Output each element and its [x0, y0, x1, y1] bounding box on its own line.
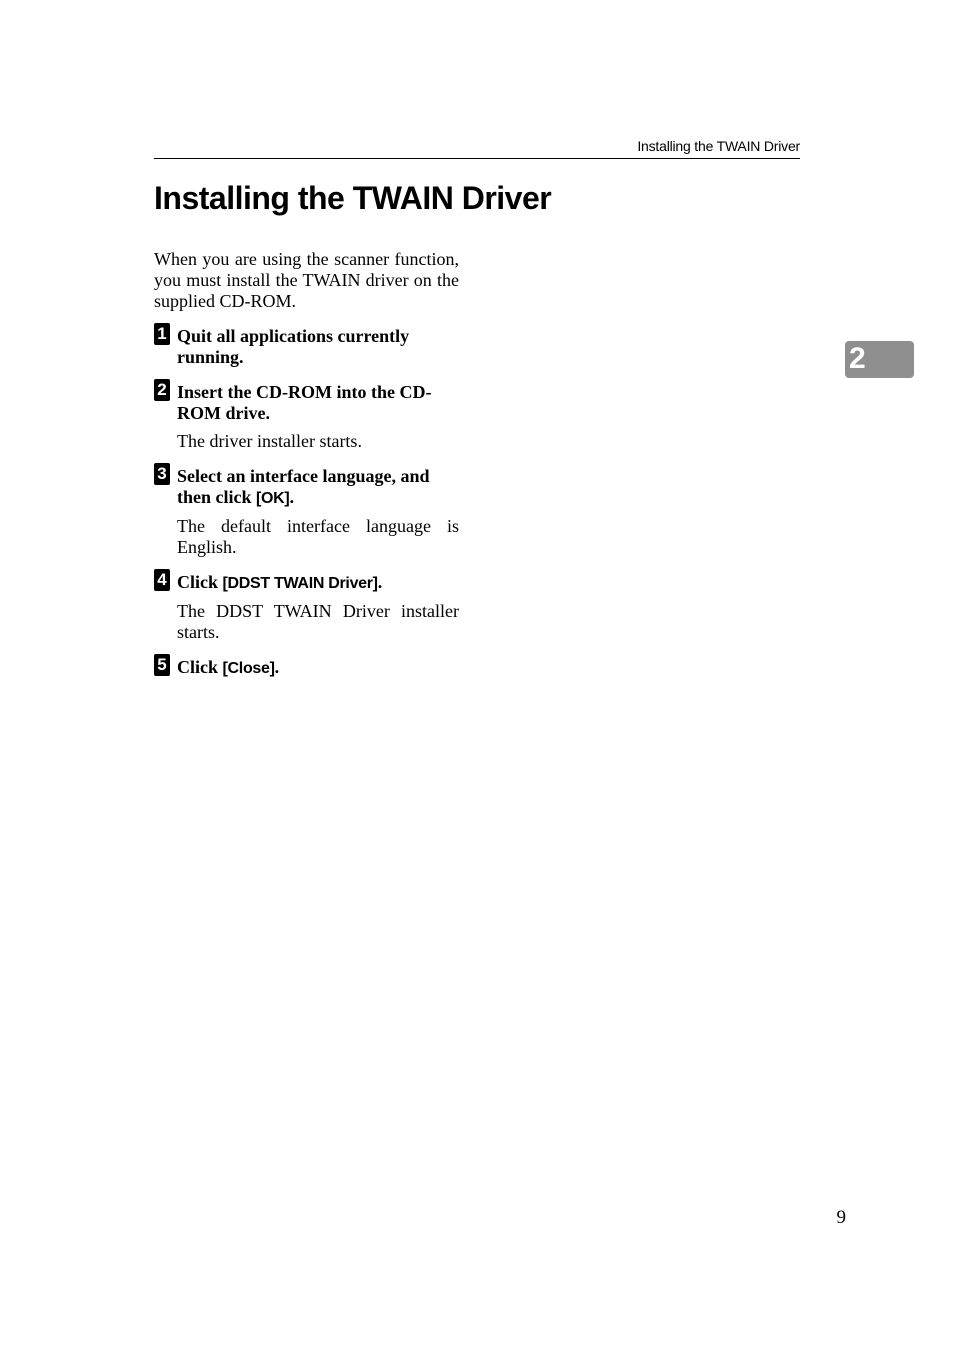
step-5-text: Click	[177, 657, 223, 677]
close-key-label: [Close]	[222, 660, 275, 677]
step-5-text-end: .	[274, 657, 280, 677]
step-2-instruction: Insert the CD-ROM into the CD-ROM drive.	[177, 382, 432, 423]
header-rule	[154, 158, 800, 159]
step-4-note: The DDST TWAIN Driver installer starts.	[177, 601, 459, 642]
running-header: Installing the TWAIN Driver	[637, 138, 800, 154]
step-number-1-icon: 1	[154, 323, 170, 345]
step-3	[154, 466, 459, 558]
page-title: Installing the TWAIN Driver	[154, 180, 552, 216]
step-4-text: Click	[177, 572, 223, 592]
page-number: 9	[836, 1207, 846, 1228]
step-3-text: Select an interface language, and then click	[177, 466, 430, 507]
step-1-instruction: Quit all applications currently running.	[177, 326, 410, 367]
step-4	[154, 572, 459, 643]
step-number-2-icon: 2	[154, 379, 170, 401]
content-column	[154, 249, 459, 693]
step-3-text-end: .	[289, 487, 294, 507]
step-2-note: The driver installer starts.	[177, 431, 362, 451]
step-3-instruction	[177, 466, 459, 509]
chapter-tab	[845, 341, 914, 378]
step-4-text-end: .	[377, 572, 383, 592]
step-number-3-icon: 3	[154, 463, 170, 485]
step-5	[154, 657, 459, 679]
step-4-instruction	[177, 572, 459, 594]
step-number-5-icon: 5	[154, 654, 170, 676]
intro-paragraph: When you are using the scanner function, you must install the TWAIN driver on the supplied CD-ROM.	[154, 249, 459, 311]
step-number-4-icon: 4	[154, 569, 170, 591]
ddst-twain-driver-key-label: [DDST TWAIN Driver]	[222, 575, 378, 592]
ok-key-label: [OK]	[256, 490, 290, 507]
step-5-instruction	[177, 657, 459, 679]
step-2	[154, 382, 459, 452]
step-3-note: The default interface language is English.	[177, 516, 459, 557]
chapter-number: 2	[849, 342, 866, 375]
step-1	[154, 326, 459, 368]
